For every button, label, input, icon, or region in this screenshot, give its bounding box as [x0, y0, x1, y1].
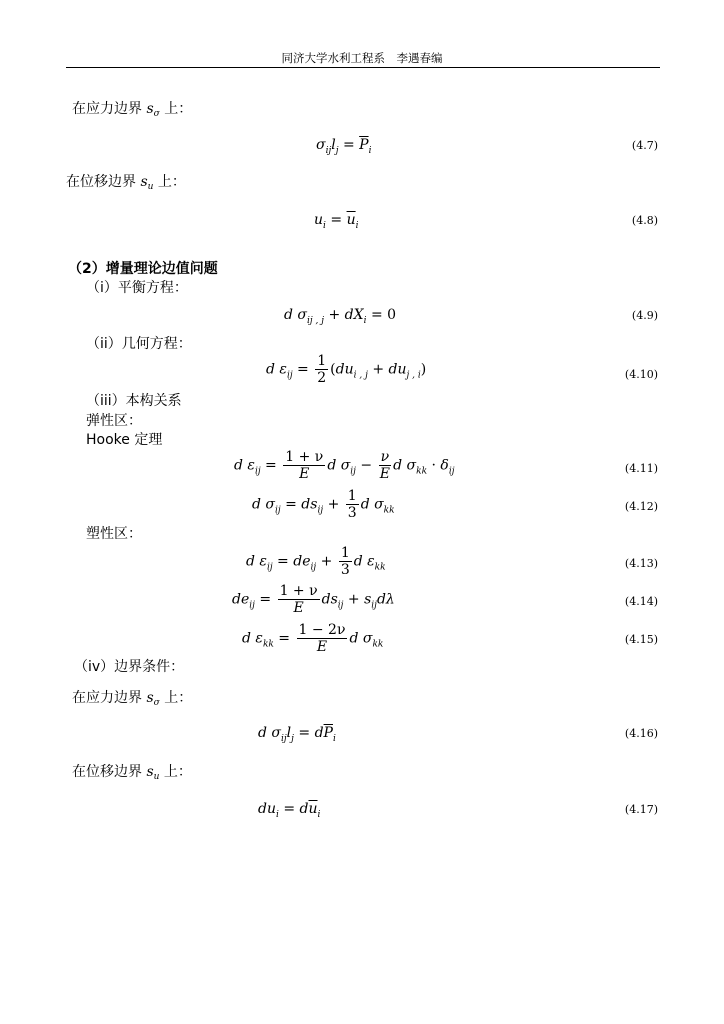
plastic-zone-label: 塑性区： — [86, 526, 142, 542]
header-rule — [66, 67, 660, 68]
equation-4-14: $de_{ij}$ = $\frac{1 + \nu}{E}$ $ds_{ij} + s_{ij}d\lambda$ — [232, 583, 395, 616]
eq-number-4-11: (4.11) — [624, 462, 658, 475]
page-header: 同济大学水利工程系 李遇春编 — [281, 51, 443, 65]
section-heading: （2）增量理论边值问题 — [68, 261, 218, 277]
equilibrium-label: （i）平衡方程： — [86, 280, 188, 296]
displacement-boundary-label-2: 在位移边界 $s_u$ 上： — [72, 764, 192, 782]
hooke-label: Hooke 定理 — [86, 432, 163, 448]
equation-4-9: d $\sigma_{ij , j} + dX_i = 0$ — [284, 307, 397, 326]
equation-4-17: $du_i = d\overline{u}_i$ — [258, 801, 321, 820]
boundary-conditions-label: （iv）边界条件： — [74, 659, 185, 675]
eq-number-4-17: (4.17) — [624, 803, 658, 816]
constitutive-label: （iii）本构关系 — [86, 393, 182, 409]
elastic-zone-label: 弹性区： — [86, 413, 142, 429]
equation-4-13: d $\varepsilon_{ij} = de_{ij}$ + $\frac{1}{3}$ d $\varepsilon_{kk}$ — [246, 545, 386, 578]
stress-boundary-label-2: 在应力边界 $s_\sigma$ 上： — [72, 690, 193, 708]
stress-boundary-label: 在应力边界 $s_\sigma$ 上： — [72, 101, 193, 119]
equation-4-8: $u_i = \overline{u}_i$ — [314, 212, 359, 231]
equation-4-16: d $\sigma_{ij}l_j = d\overline{P}_i$ — [258, 725, 336, 744]
equation-4-12: d $\sigma_{ij} = ds_{ij}$ + $\frac{1}{3}$ d $\sigma_{kk}$ — [252, 488, 395, 521]
eq-number-4-14: (4.14) — [624, 595, 658, 608]
equation-4-10: d $\varepsilon_{ij}$ = $\frac{1}{2}$ $(du_{i , j} + du_{j , i})$ — [266, 353, 427, 386]
eq-number-4-7: (4.7) — [631, 139, 658, 152]
equation-4-15: d $\varepsilon_{kk}$ = $\frac{1 - 2\nu}{E}$ d $\sigma_{kk}$ — [242, 622, 384, 655]
equation-4-7: $\sigma_{ij}l_j = \overline{P}_i$ — [316, 137, 372, 156]
eq-number-4-9: (4.9) — [631, 309, 658, 322]
eq-number-4-16: (4.16) — [624, 727, 658, 740]
displacement-boundary-label: 在位移边界 $s_u$ 上： — [66, 174, 186, 192]
eq-number-4-8: (4.8) — [631, 214, 658, 227]
equation-4-11: d $\varepsilon_{ij}$ = $\frac{1 + \nu}{E}$ d $\sigma_{ij}$ − $\frac{\nu}{E}$ d $\sigma_{kk} \cdot \delta_{ij}$ — [234, 449, 455, 482]
eq-number-4-13: (4.13) — [624, 557, 658, 570]
eq-number-4-10: (4.10) — [624, 368, 658, 381]
geometric-label: （ii）几何方程： — [86, 336, 192, 352]
eq-number-4-15: (4.15) — [624, 633, 658, 646]
eq-number-4-12: (4.12) — [624, 500, 658, 513]
